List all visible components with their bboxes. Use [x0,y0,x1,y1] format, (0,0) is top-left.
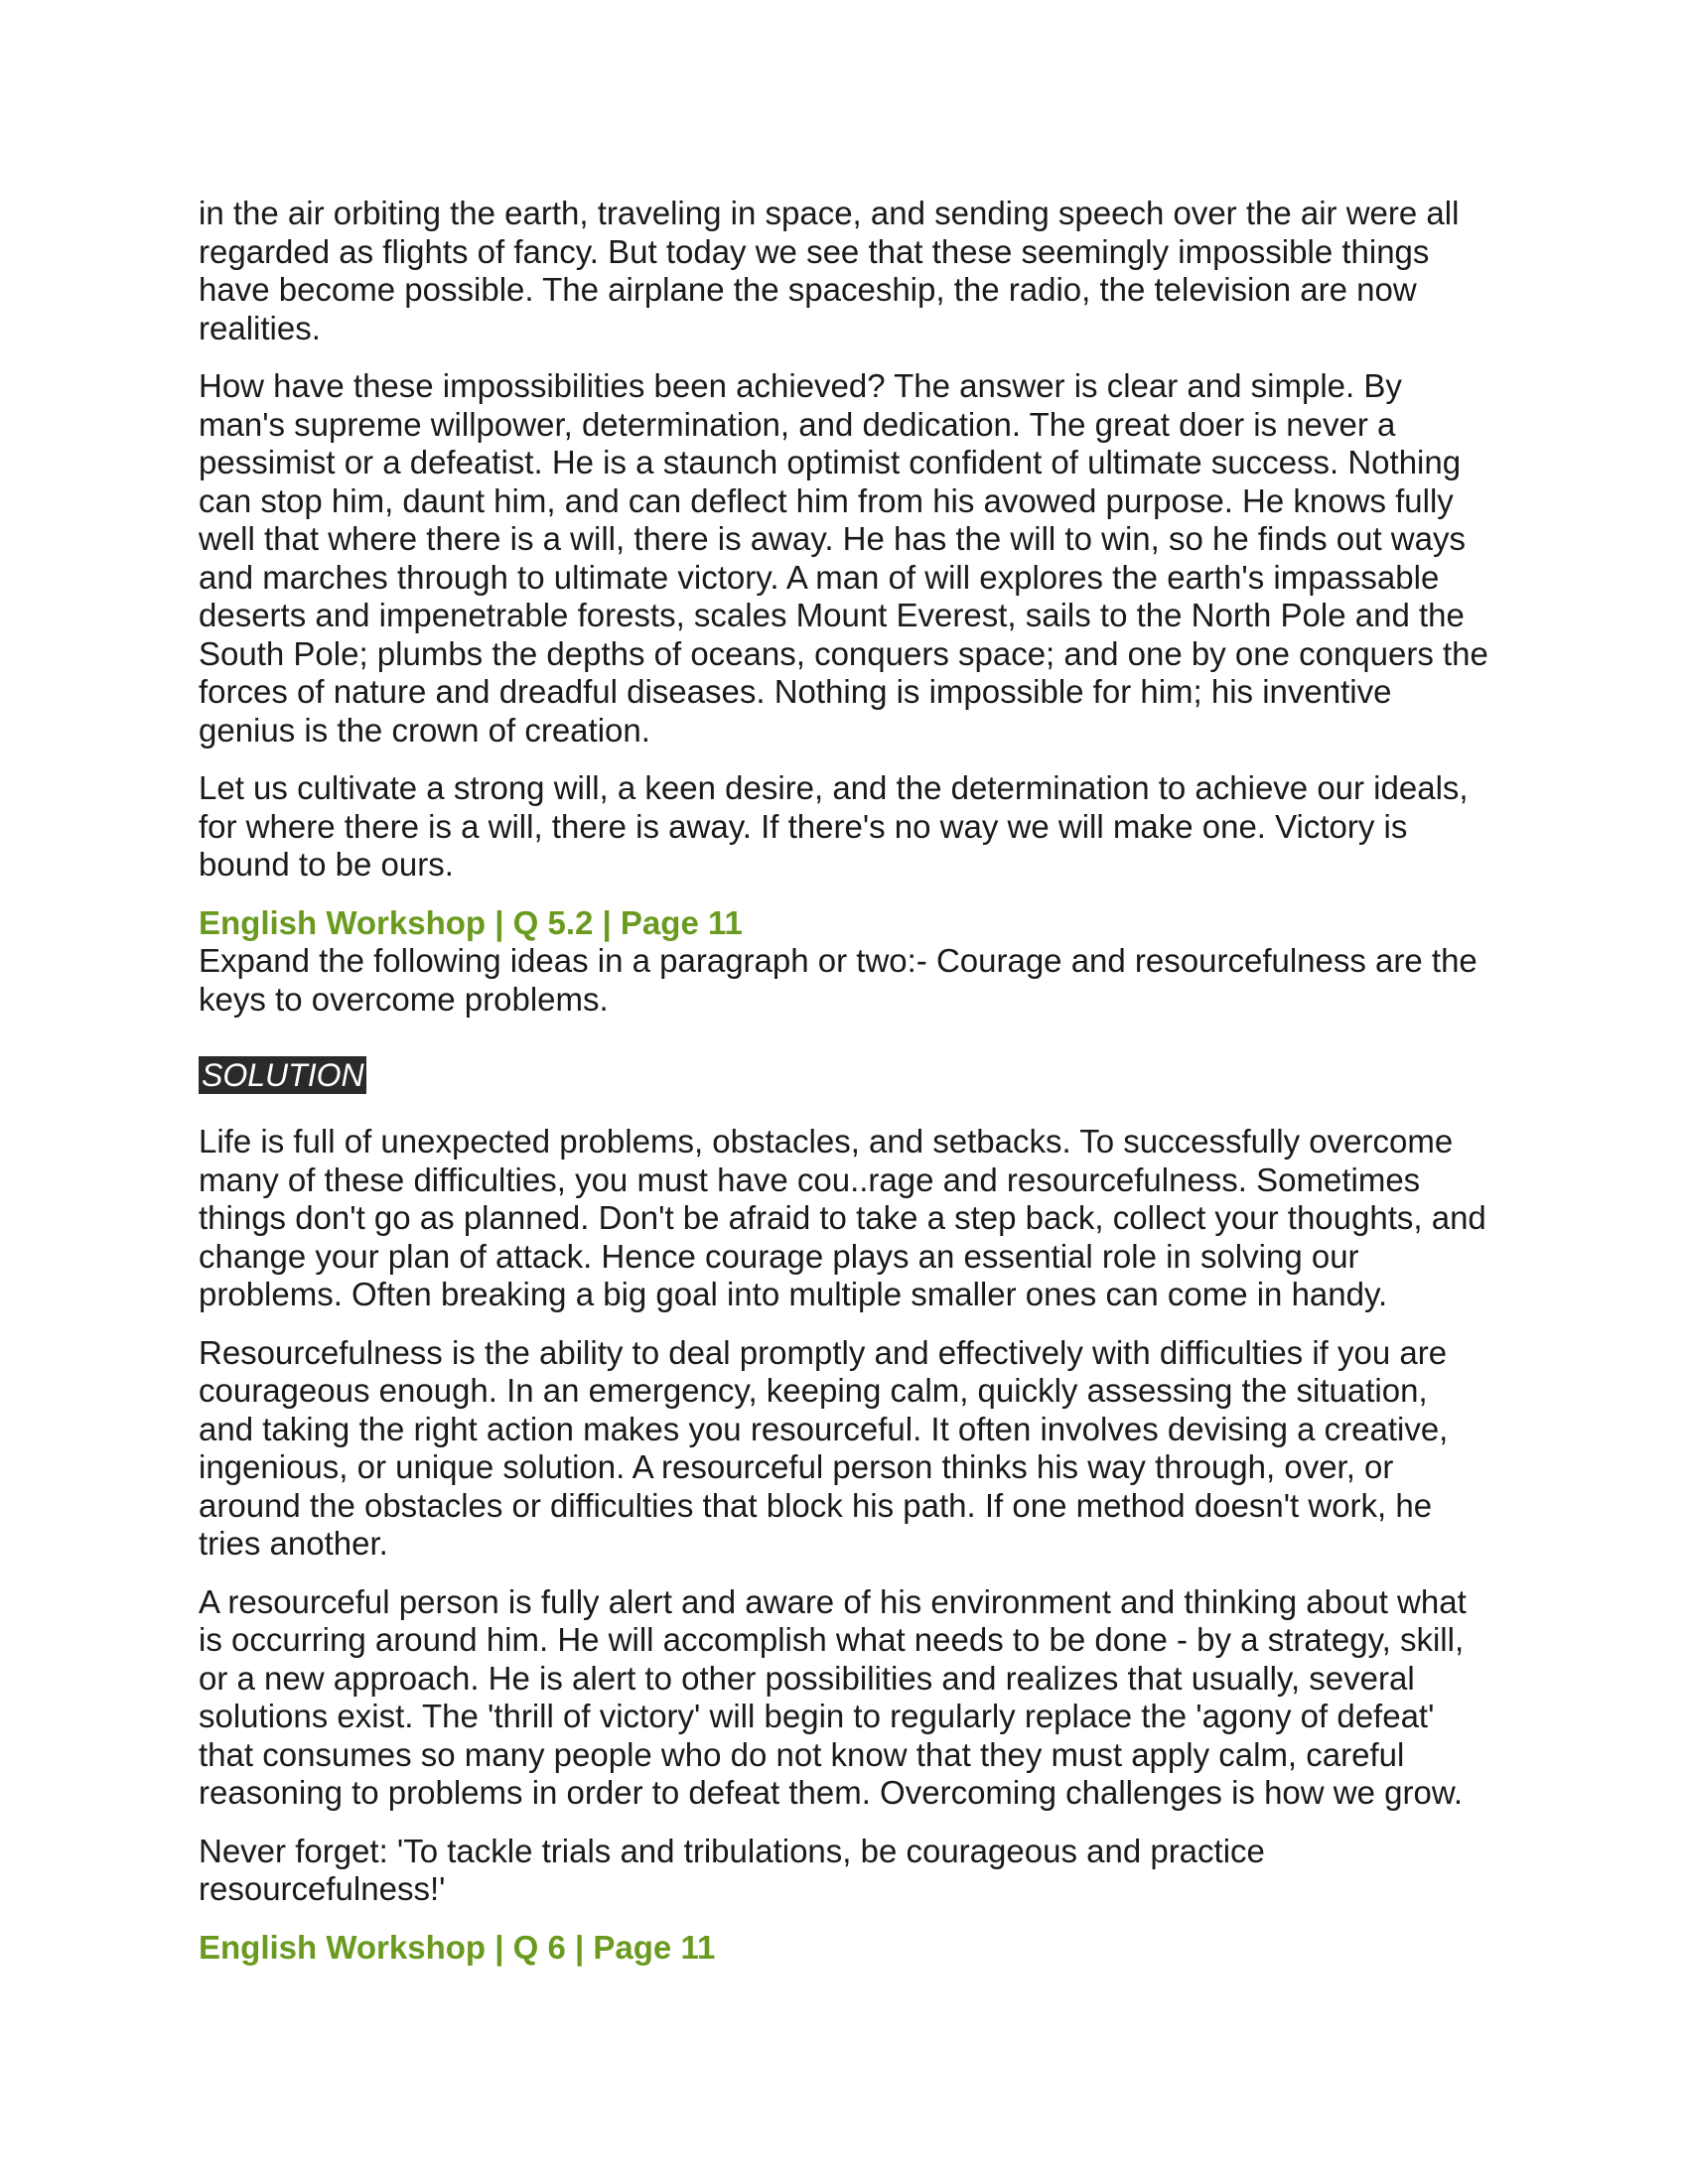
solution-paragraph-3: A resourceful person is fully alert and aware of his environment and thinking about what is occurring around him. He will accomplish what needs to be done - by a strategy, skill, or a new approach. He is alert to other possibilities and realizes that usually, several solutions exist. The 'thrill of victory' will begin to regularly replace the 'agony of defeat' that consumes so many people who do not know that they must apply calm, careful reasoning to problems in order to defeat them. Overcoming challenges is how we grow. [199,1582,1467,1811]
intro-paragraph-3: Let us cultivate a strong will, a keen desire, and the determination to achieve our ideals, for where there is a will, there is away. If there's no way we will make one. Victory is bound to be ours. [199,769,1469,883]
solution-label: SOLUTION [199,1056,366,1094]
document-page [199,195,1489,1981]
section-heading-q6: English Workshop | Q 6 | Page 11 [199,1928,716,1966]
solution-paragraph-2: Resourcefulness is the ability to deal promptly and effectively with difficulties if you are courageous enough. In an emergency, keeping calm, quickly assessing the situation, and taking the right action makes you resourceful. It often involves devising a creative, ingenious, or unique solution. A resourceful person thinks his way through, over, or around the obstacles or difficulties that block his path. If one method doesn't work, he tries another. [199,1333,1449,1562]
solution-label-wrap [199,1056,1489,1101]
section-heading-q52: English Workshop | Q 5.2 | Page 11 [199,903,743,941]
intro-paragraph-2: How have these impossibilities been achieved? The answer is clear and simple. By man's supreme willpower, determination, and dedication. The great doer is never a pessimist or a defeatist. He is a staunch optimist confident of ultimate success. Nothing can stop him, daunt him, and can deflect him from his avowed purpose. He knows fully well that where there is a will, there is away. He has the will to win, so he finds out ways and marches through to ultimate victory. A man of will explores the earth's impassable deserts and impenetrable forests, scales Mount Everest, sails to the North Pole and the South Pole; plumbs the depths of oceans, conquers space; and one by one conquers the forces of nature and dreadful diseases. Nothing is impossible for him; his inventive genius is the crown of creation. [199,367,1488,749]
solution-paragraph-4: Never forget: 'To tackle trials and tribulations, be courageous and practice resourcefulness!' [199,1832,1265,1907]
solution-paragraph-1: Life is full of unexpected problems, obstacles, and setbacks. To successfully overcome many of these difficulties, you must have cou..rage and resourcefulness. Sometimes things don't go as planned. Don't be afraid to take a step back, collect your thoughts, and change your plan of attack. Hence courage plays an essential role in solving our problems. Often breaking a big goal into multiple smaller ones can come in handy. [199,1123,1486,1312]
intro-paragraph-1: in the air orbiting the earth, traveling in space, and sending speech over the air were all regarded as flights of fancy. But today we see that these seemingly impossible things have become possible. The airplane the spaceship, the radio, the television are now realities. [199,195,1460,346]
question-text-q52: Expand the following ideas in a paragraph or two:- Courage and resourcefulness are the keys to overcome problems. [199,942,1477,1018]
